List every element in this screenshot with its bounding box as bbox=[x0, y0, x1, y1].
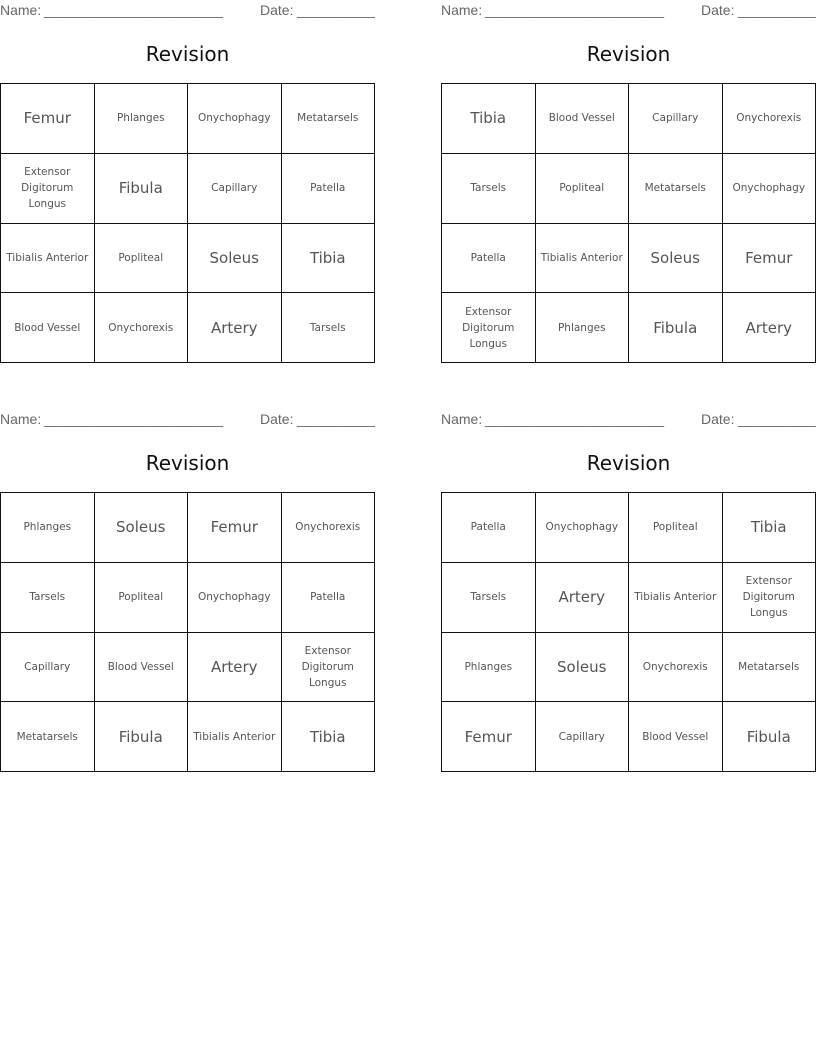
card-title: Revision bbox=[145, 42, 230, 66]
bingo-cell: Onychophagy bbox=[188, 84, 282, 154]
date-field[interactable]: __________ bbox=[297, 2, 375, 18]
name-field[interactable]: _______________________ bbox=[485, 2, 665, 18]
bingo-cell: Tibia bbox=[442, 84, 536, 154]
bingo-cell: Tibialis Anterior bbox=[1, 224, 95, 294]
bingo-cell: Tarsels bbox=[442, 563, 536, 633]
bingo-cell: Tibia bbox=[282, 224, 376, 294]
bingo-cell: Patella bbox=[282, 563, 376, 633]
bingo-cell: Metatarsels bbox=[629, 154, 723, 224]
bingo-cell: Fibula bbox=[95, 702, 189, 772]
bingo-cell: Extensor Digitorum Longus bbox=[723, 563, 816, 633]
bingo-cell: Phlanges bbox=[95, 84, 189, 154]
bingo-cell: Extensor Digitorum Longus bbox=[282, 633, 376, 703]
bingo-cell: Artery bbox=[536, 563, 630, 633]
bingo-cell: Extensor Digitorum Longus bbox=[442, 293, 536, 363]
bingo-cell: Tarsels bbox=[282, 293, 376, 363]
bingo-cell: Extensor Digitorum Longus bbox=[1, 154, 95, 224]
bingo-cell: Phlanges bbox=[536, 293, 630, 363]
date-label: Date: bbox=[701, 2, 735, 18]
bingo-cell: Onychorexis bbox=[723, 84, 816, 154]
bingo-cell: Capillary bbox=[629, 84, 723, 154]
bingo-cell: Onychorexis bbox=[629, 633, 723, 703]
bingo-cell: Phlanges bbox=[442, 633, 536, 703]
bingo-cell: Fibula bbox=[629, 293, 723, 363]
name-field[interactable]: _______________________ bbox=[44, 2, 224, 18]
bingo-cell: Femur bbox=[188, 493, 282, 563]
bingo-cell: Soleus bbox=[95, 493, 189, 563]
bingo-cell: Capillary bbox=[188, 154, 282, 224]
name-label: Name: bbox=[441, 411, 483, 427]
bingo-grid bbox=[441, 492, 816, 772]
bingo-cell: Artery bbox=[188, 293, 282, 363]
date-label: Date: bbox=[260, 411, 294, 427]
date-field[interactable]: __________ bbox=[738, 2, 816, 18]
bingo-cell: Tibia bbox=[282, 702, 376, 772]
bingo-grid bbox=[441, 83, 816, 363]
bingo-cell: Fibula bbox=[95, 154, 189, 224]
bingo-cell: Onychophagy bbox=[536, 493, 630, 563]
bingo-cell: Capillary bbox=[536, 702, 630, 772]
bingo-cell: Metatarsels bbox=[282, 84, 376, 154]
date-label: Date: bbox=[701, 411, 735, 427]
bingo-cell: Blood Vessel bbox=[1, 293, 95, 363]
date-field[interactable]: __________ bbox=[297, 411, 375, 427]
bingo-cell: Soleus bbox=[629, 224, 723, 294]
bingo-cell: Tibialis Anterior bbox=[629, 563, 723, 633]
card-title: Revision bbox=[586, 451, 671, 475]
bingo-cell: Femur bbox=[1, 84, 95, 154]
bingo-cell: Blood Vessel bbox=[536, 84, 630, 154]
bingo-cell: Metatarsels bbox=[1, 702, 95, 772]
bingo-cell: Artery bbox=[723, 293, 816, 363]
name-label: Name: bbox=[0, 411, 42, 427]
bingo-cell: Patella bbox=[442, 224, 536, 294]
bingo-cell: Onychorexis bbox=[282, 493, 376, 563]
bingo-cell: Onychophagy bbox=[188, 563, 282, 633]
bingo-cell: Tarsels bbox=[1, 563, 95, 633]
bingo-cell: Tibia bbox=[723, 493, 816, 563]
card-title: Revision bbox=[145, 451, 230, 475]
name-date-row bbox=[441, 2, 816, 20]
bingo-cell: Popliteal bbox=[629, 493, 723, 563]
bingo-cell: Tibialis Anterior bbox=[536, 224, 630, 294]
bingo-cell: Phlanges bbox=[1, 493, 95, 563]
bingo-cell: Metatarsels bbox=[723, 633, 816, 703]
bingo-cell: Femur bbox=[723, 224, 816, 294]
bingo-cell: Onychorexis bbox=[95, 293, 189, 363]
bingo-cell: Patella bbox=[282, 154, 376, 224]
bingo-cell: Tarsels bbox=[442, 154, 536, 224]
name-date-row bbox=[441, 411, 816, 429]
date-label: Date: bbox=[260, 2, 294, 18]
bingo-cell: Popliteal bbox=[95, 224, 189, 294]
bingo-cell: Femur bbox=[442, 702, 536, 772]
bingo-cell: Fibula bbox=[723, 702, 816, 772]
bingo-cell: Onychophagy bbox=[723, 154, 816, 224]
name-date-row bbox=[0, 411, 375, 429]
bingo-cell: Soleus bbox=[188, 224, 282, 294]
date-field[interactable]: __________ bbox=[738, 411, 816, 427]
bingo-grid bbox=[0, 83, 375, 363]
bingo-cell: Artery bbox=[188, 633, 282, 703]
bingo-cell: Tibialis Anterior bbox=[188, 702, 282, 772]
bingo-cell: Soleus bbox=[536, 633, 630, 703]
card-title: Revision bbox=[586, 42, 671, 66]
bingo-grid bbox=[0, 492, 375, 772]
bingo-cell: Popliteal bbox=[536, 154, 630, 224]
bingo-cell: Blood Vessel bbox=[95, 633, 189, 703]
name-field[interactable]: _______________________ bbox=[485, 411, 665, 427]
bingo-cell: Capillary bbox=[1, 633, 95, 703]
name-field[interactable]: _______________________ bbox=[44, 411, 224, 427]
name-date-row bbox=[0, 2, 375, 20]
bingo-cell: Blood Vessel bbox=[629, 702, 723, 772]
name-label: Name: bbox=[0, 2, 42, 18]
name-label: Name: bbox=[441, 2, 483, 18]
bingo-cell: Popliteal bbox=[95, 563, 189, 633]
bingo-cell: Patella bbox=[442, 493, 536, 563]
